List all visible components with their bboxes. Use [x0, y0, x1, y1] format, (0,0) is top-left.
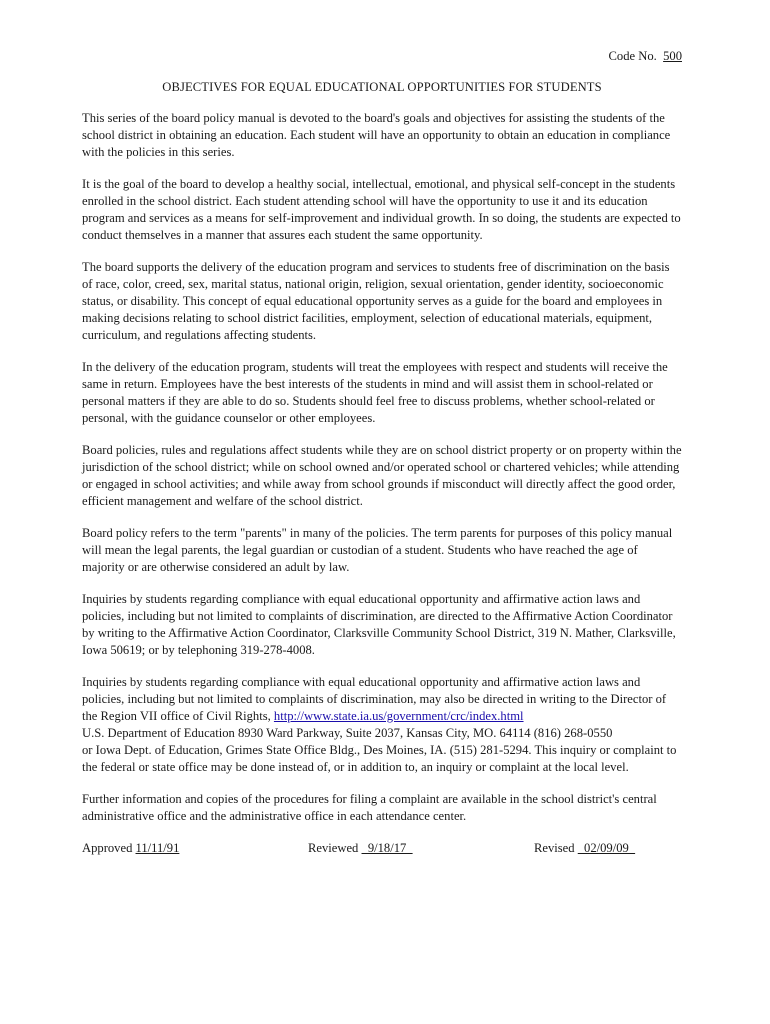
paragraph-goal: It is the goal of the board to develop a healthy social, intellectual, emotional, and physical self-concept in the students enrolled in the school district. Each student attending school will have the opportunity to use it and its education program and services as a means for self-improvement and individual growth. In so doing, the students are expected to conduct themselves in a manner that assures each student the same opportunity. [82, 177, 681, 242]
code-label: Code No. [608, 49, 657, 63]
policy-page [82, 48, 682, 858]
revised-date [534, 840, 635, 857]
paragraph-respect: In the delivery of the education program, students will treat the employees with respect and students will receive the same in return. Employees have the best interests of the students in mind and will assist them in school-related or personal matters if they are able to do so. Students should feel free to discuss problems, whether school-related or personal, with the guidance counselor or other employees. [82, 360, 668, 425]
paragraph-civil-rights [82, 674, 682, 776]
paragraph-jurisdiction: Board policies, rules and regulations affect students while they are on school district property or on property within the jurisdiction of the school district; while on school owned and/or operated school or chartered vehicles; while attending or engaged in school activities; and while away from school grounds if misconduct will directly affect the good order, efficient management and welfare of the school district. [82, 443, 682, 508]
paragraph-further-info: Further information and copies of the procedures for filing a complaint are available in the school district's central administrative office and the administrative office in each attendance center. [82, 792, 657, 823]
approved-date [82, 840, 179, 857]
iowa-dept-text: or Iowa Dept. of Education, Grimes State Office Bldg., Des Moines, IA. (515) 281-5294. This inquiry or complaint to the federal or state office may be done instead of, or in addition to, an inquiry or complaint at the local level. [82, 743, 677, 774]
page-title: OBJECTIVES FOR EQUAL EDUCATIONAL OPPORTUNITIES FOR STUDENTS [162, 80, 602, 94]
reviewed-value: 9/18/17 [361, 841, 413, 855]
reviewed-label: Reviewed [308, 841, 362, 855]
paragraph-coordinator: Inquiries by students regarding compliance with equal educational opportunity and affirmative action laws and policies, including but not limited to complaints of discrimination, are directed to the Affirmative Action Coordinator by writing to the Affirmative Action Coordinator, Clarksville Community School District, 319 N. Mather, Clarksville, Iowa 50619; or by telephoning 319-278-4008. [82, 592, 676, 657]
approved-label: Approved [82, 841, 136, 855]
paragraph-parents: Board policy refers to the term "parents" in many of the policies. The term parents for purposes of this policy manual will mean the legal parents, the legal guardian or custodian of a student. Students who have reached the age of majority or are otherwise considered an adult by law. [82, 526, 673, 574]
civil-rights-text: Inquiries by students regarding compliance with equal educational opportunity and affirmative action laws and policies, including but not limited to complaints of discrimination, may also be directed in writing to the Director of the Region VII office of Civil Rights, [82, 675, 667, 723]
approved-value: 11/11/91 [135, 841, 180, 855]
revised-value: 02/09/09 [577, 841, 636, 855]
usdoe-address: U.S. Department of Education 8930 Ward Parkway, Suite 2037, Kansas City, MO. 64114 (816) 268-0550 [82, 726, 613, 740]
revised-label: Revised [534, 841, 578, 855]
code-value: 500 [663, 49, 682, 63]
civil-rights-link[interactable]: http://www.state.ia.us/government/crc/index.html [273, 709, 524, 723]
reviewed-date [308, 840, 413, 857]
paragraph-nondiscrimination: The board supports the delivery of the education program and services to students free of discrimination on the basis of race, color, creed, sex, marital status, national origin, religion, sexual orientation, gender identity, socioeconomic status, or disability. This concept of equal educational opportunity serves as a guide for the board and employees in making decisions relating to school district facilities, employment, selection of educational materials, equipment, curriculum, and regulations affecting students. [82, 260, 670, 342]
policy-footer [82, 840, 682, 858]
paragraph-intro: This series of the board policy manual is devoted to the board's goals and objectives for assisting the students of the school district in obtaining an education. Each student will have an opportunity to obtain an education in compliance with the policies in this series. [82, 111, 671, 159]
code-number [82, 48, 682, 65]
